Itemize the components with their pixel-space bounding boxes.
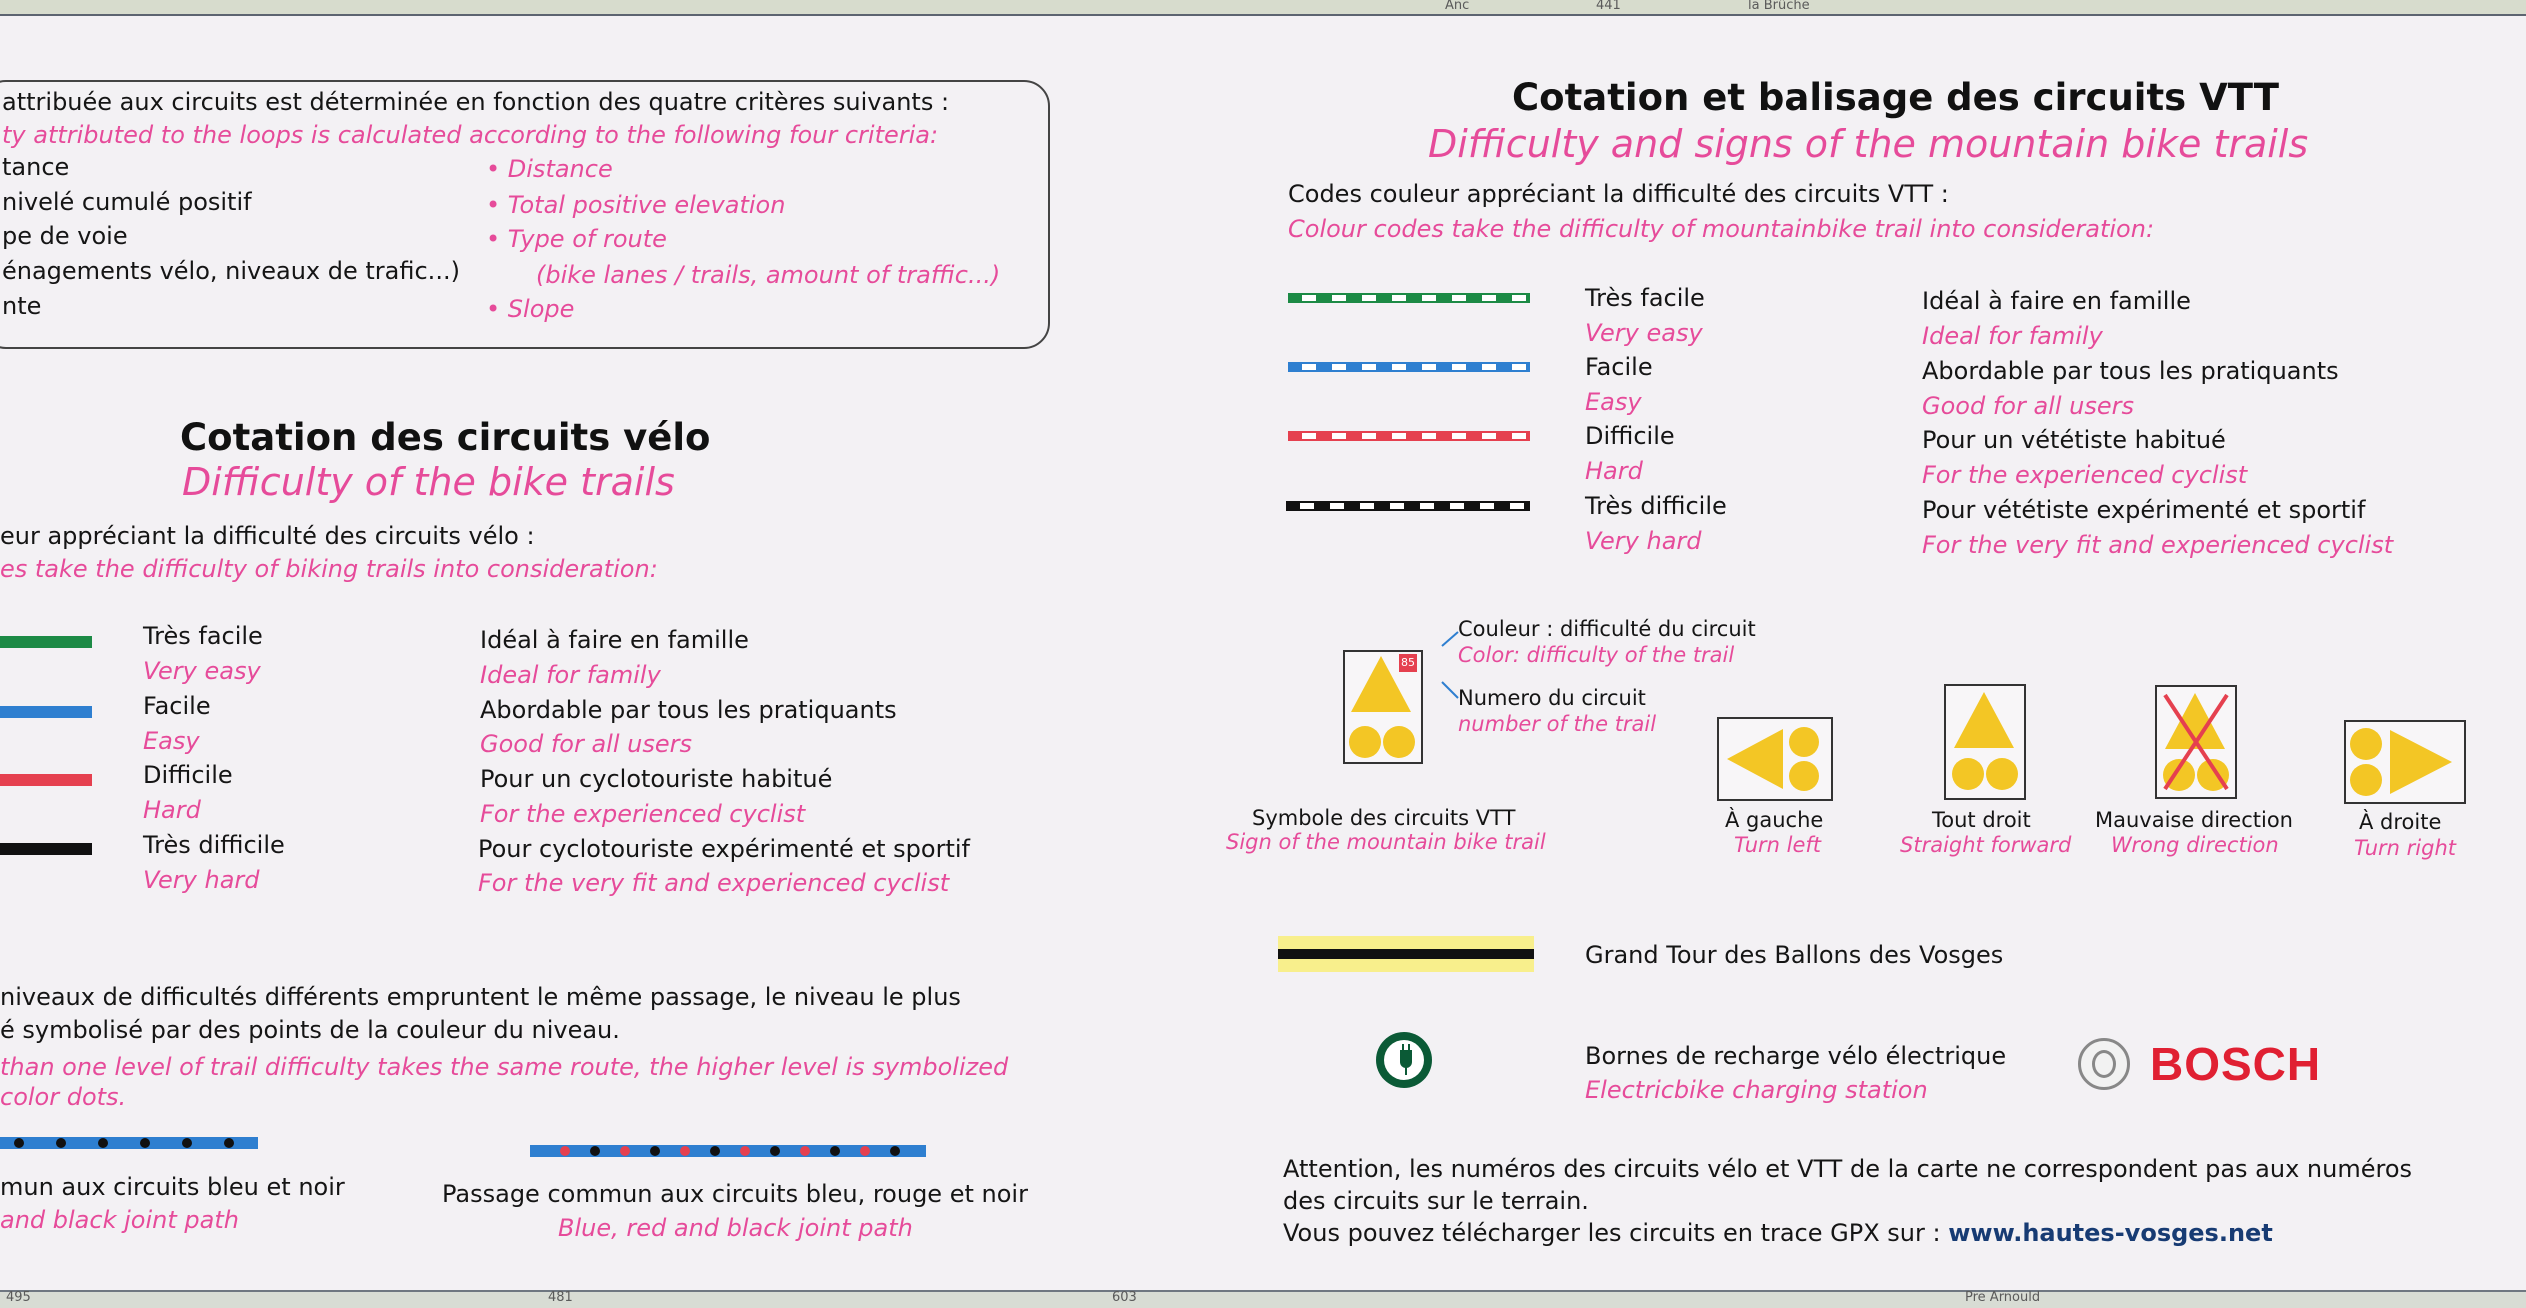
line-dash bbox=[1450, 503, 1464, 509]
map-label: Anc bbox=[1445, 0, 1470, 13]
turn-left-en: Turn left bbox=[1734, 833, 1822, 857]
grand-tour-label: Grand Tour des Ballons des Vosges bbox=[1585, 941, 2004, 969]
joint-dot bbox=[182, 1138, 192, 1148]
line-dash bbox=[1330, 503, 1344, 509]
trail-number-badge: 85 bbox=[1399, 654, 1417, 672]
vtt-desc-en: Ideal for family bbox=[1922, 322, 2103, 350]
symbol-caption-en: Sign of the mountain bike trail bbox=[1226, 830, 1546, 854]
map-label: Pre Arnould bbox=[1965, 1290, 2041, 1305]
line-dash bbox=[1512, 295, 1526, 301]
wrong-direction-en: Wrong direction bbox=[2111, 833, 2279, 857]
line-dash bbox=[1512, 364, 1526, 370]
vtt-desc-en: For the very fit and experienced cyclist bbox=[1922, 531, 2394, 559]
circle-icon bbox=[1789, 761, 1819, 791]
criteria-intro-fr: attribuée aux circuits est déterminée en fonction des quatre critères suivants : bbox=[2, 88, 950, 116]
joint-dot bbox=[56, 1138, 66, 1148]
vtt-desc-fr: Pour vététiste expérimenté et sportif bbox=[1922, 496, 2366, 524]
vtt-level-fr: Facile bbox=[1585, 353, 1653, 381]
bike-desc-fr: Idéal à faire en famille bbox=[480, 626, 749, 654]
criteria-intro-en: ty attributed to the loops is calculated according to the following four criteria: bbox=[2, 121, 939, 149]
criteria-fr-item: pe de voie bbox=[2, 222, 128, 250]
line-dash bbox=[1392, 364, 1406, 370]
attention-gpx-text: Vous pouvez télécharger les circuits en trace GPX sur : bbox=[1283, 1219, 1941, 1247]
map-edge-bottom bbox=[0, 1290, 2526, 1308]
vtt-level-en: Very hard bbox=[1585, 527, 1702, 555]
joint-dot bbox=[800, 1146, 810, 1156]
attention-line: des circuits sur le terrain. bbox=[1283, 1187, 1589, 1215]
vtt-line-green bbox=[1288, 293, 1530, 303]
line-dash bbox=[1332, 295, 1346, 301]
line-dash bbox=[1362, 433, 1376, 439]
bike-note-en: than one level of trail difficulty takes the same route, the higher level is symbolized bbox=[0, 1053, 1009, 1081]
mtb-trail-sign bbox=[1343, 650, 1423, 764]
joint-line-blue-red-black bbox=[530, 1145, 926, 1157]
bike-level-fr: Difficile bbox=[143, 761, 233, 789]
vtt-level-en: Very easy bbox=[1585, 319, 1703, 347]
vtt-codes-fr: Codes couleur appréciant la difficulté des circuits VTT : bbox=[1288, 180, 1949, 208]
symbol-caption-fr: Symbole des circuits VTT bbox=[1252, 806, 1516, 830]
straight-fr: Tout droit bbox=[1932, 808, 2031, 832]
arrow-right-icon bbox=[2390, 730, 2452, 794]
bosch-logo: BOSCH bbox=[2150, 1038, 2322, 1090]
criteria-en-item: • Slope bbox=[486, 295, 575, 323]
line-dash bbox=[1512, 433, 1526, 439]
charging-en: Electricbike charging station bbox=[1585, 1076, 1928, 1104]
line-dash bbox=[1480, 503, 1494, 509]
vtt-level-en: Easy bbox=[1585, 388, 1642, 416]
joint-dot bbox=[770, 1146, 780, 1156]
joint-dot bbox=[620, 1146, 630, 1156]
cross-icon bbox=[2157, 687, 2235, 797]
line-dash bbox=[1422, 364, 1436, 370]
bike-desc-en: For the experienced cyclist bbox=[480, 800, 806, 828]
straight-sign bbox=[1944, 684, 2026, 800]
joint-dot bbox=[890, 1146, 900, 1156]
map-label: 495 bbox=[6, 1290, 31, 1305]
line-dash bbox=[1302, 295, 1316, 301]
bike-desc-en: For the very fit and experienced cyclist bbox=[478, 869, 950, 897]
joint1-en: and black joint path bbox=[0, 1206, 239, 1234]
bike-title: Cotation des circuits vélo bbox=[180, 416, 711, 459]
line-dash bbox=[1362, 295, 1376, 301]
bike-desc-en: Ideal for family bbox=[480, 661, 661, 689]
joint-dot bbox=[680, 1146, 690, 1156]
line-dash bbox=[1452, 295, 1466, 301]
joint-dot bbox=[98, 1138, 108, 1148]
number-callout-fr: Numero du circuit bbox=[1458, 686, 1646, 710]
line-dash bbox=[1300, 503, 1314, 509]
joint2-fr: Passage commun aux circuits bleu, rouge et noir bbox=[442, 1180, 1028, 1208]
arrow-up-icon bbox=[1954, 692, 2014, 748]
map-edge-top bbox=[0, 0, 2526, 16]
vtt-line-black bbox=[1286, 501, 1530, 511]
criteria-fr-item: nivelé cumulé positif bbox=[2, 188, 252, 216]
callout-line bbox=[1442, 682, 1458, 698]
turn-left-fr: À gauche bbox=[1725, 808, 1824, 832]
line-dash bbox=[1332, 433, 1346, 439]
bike-desc-fr: Pour cyclotouriste expérimenté et sportif bbox=[478, 835, 970, 863]
color-callout-en: Color: difficulty of the trail bbox=[1458, 643, 1735, 667]
turn-right-fr: À droite bbox=[2359, 810, 2442, 834]
bike-desc-fr: Pour un cyclotouriste habitué bbox=[480, 765, 833, 793]
joint-dot bbox=[14, 1138, 24, 1148]
callout-line bbox=[1442, 632, 1458, 646]
bike-level-en: Very easy bbox=[143, 657, 261, 685]
vtt-level-fr: Très facile bbox=[1585, 284, 1705, 312]
bike-level-en: Hard bbox=[143, 796, 201, 824]
vtt-level-fr: Difficile bbox=[1585, 422, 1675, 450]
wrong-direction-sign bbox=[2155, 685, 2237, 799]
line-dash bbox=[1422, 295, 1436, 301]
number-callout-en: number of the trail bbox=[1458, 712, 1657, 736]
turn-right-en: Turn right bbox=[2354, 836, 2456, 860]
line-dash bbox=[1420, 503, 1434, 509]
line-dash bbox=[1482, 433, 1496, 439]
line-dash bbox=[1390, 503, 1404, 509]
criteria-en-item: (bike lanes / trails, amount of traffic...) bbox=[536, 261, 1001, 289]
turn-left-sign bbox=[1717, 717, 1833, 801]
line-dash bbox=[1482, 364, 1496, 370]
bike-level-fr: Facile bbox=[143, 692, 211, 720]
vtt-title: Cotation et balisage des circuits VTT bbox=[1512, 76, 2280, 119]
line-dash bbox=[1302, 433, 1316, 439]
criteria-fr-item: nte bbox=[2, 292, 42, 320]
joint-dot bbox=[224, 1138, 234, 1148]
bike-line-red bbox=[0, 774, 92, 786]
line-dash bbox=[1362, 364, 1376, 370]
charging-plug-icon bbox=[1376, 1032, 1432, 1088]
vtt-codes-en: Colour codes take the difficulty of mountainbike trail into consideration: bbox=[1288, 215, 2155, 243]
joint-dot bbox=[650, 1146, 660, 1156]
bike-subtitle: Difficulty of the bike trails bbox=[182, 460, 675, 504]
bike-desc-fr: Abordable par tous les pratiquants bbox=[480, 696, 897, 724]
vtt-desc-en: Good for all users bbox=[1922, 392, 2134, 420]
joint-dot bbox=[740, 1146, 750, 1156]
bike-desc-en: Good for all users bbox=[480, 730, 692, 758]
bike-level-en: Easy bbox=[143, 727, 200, 755]
arrow-left-icon bbox=[1727, 729, 1783, 789]
bike-level-en: Very hard bbox=[143, 866, 260, 894]
vtt-desc-fr: Idéal à faire en famille bbox=[1922, 287, 2191, 315]
joint2-en: Blue, red and black joint path bbox=[558, 1214, 913, 1242]
bike-level-fr: Très difficile bbox=[143, 831, 285, 859]
vtt-line-blue bbox=[1288, 362, 1530, 372]
joint-dot bbox=[860, 1146, 870, 1156]
circle-icon bbox=[2350, 764, 2382, 796]
line-dash bbox=[1392, 295, 1406, 301]
attention-line bbox=[1283, 1219, 2273, 1247]
bike-codes-fr: eur appréciant la difficulté des circuits vélo : bbox=[0, 522, 535, 550]
circle-icon bbox=[1952, 758, 1984, 790]
line-dash bbox=[1452, 433, 1466, 439]
bike-line-green bbox=[0, 636, 92, 648]
joint-dot bbox=[710, 1146, 720, 1156]
line-dash bbox=[1452, 364, 1466, 370]
joint1-fr: mun aux circuits bleu et noir bbox=[0, 1173, 345, 1201]
attention-line: Attention, les numéros des circuits vélo et VTT de la carte ne correspondent pas aux numéros bbox=[1283, 1155, 2413, 1183]
map-label: 603 bbox=[1112, 1290, 1137, 1305]
map-label: 441 bbox=[1596, 0, 1621, 13]
vtt-desc-fr: Pour un vététiste habitué bbox=[1922, 426, 2226, 454]
charging-fr: Bornes de recharge vélo électrique bbox=[1585, 1042, 2007, 1070]
bike-note-en: color dots. bbox=[0, 1083, 127, 1111]
circle-icon bbox=[1349, 726, 1381, 758]
vtt-level-fr: Très difficile bbox=[1585, 492, 1727, 520]
vtt-subtitle: Difficulty and signs of the mountain bike trails bbox=[1428, 122, 2309, 166]
criteria-fr-item: tance bbox=[2, 153, 70, 181]
line-dash bbox=[1360, 503, 1374, 509]
vtt-desc-en: For the experienced cyclist bbox=[1922, 461, 2248, 489]
grand-tour-line bbox=[1278, 936, 1534, 972]
map-label: 481 bbox=[548, 1290, 573, 1305]
turn-right-sign bbox=[2344, 720, 2466, 804]
bike-note-fr: é symbolisé par des points de la couleur du niveau. bbox=[0, 1016, 620, 1044]
map-label: la Brûche bbox=[1748, 0, 1810, 13]
bike-line-black bbox=[0, 843, 92, 855]
color-callout-fr: Couleur : difficulté du circuit bbox=[1458, 617, 1756, 641]
vtt-level-en: Hard bbox=[1585, 457, 1643, 485]
circle-icon bbox=[2350, 728, 2382, 760]
joint-dot bbox=[590, 1146, 600, 1156]
line-dash bbox=[1392, 433, 1406, 439]
vtt-desc-fr: Abordable par tous les pratiquants bbox=[1922, 357, 2339, 385]
line-dash bbox=[1422, 433, 1436, 439]
bike-line-blue bbox=[0, 706, 92, 718]
circle-icon bbox=[1789, 727, 1819, 757]
joint-dot bbox=[830, 1146, 840, 1156]
criteria-en-item: • Total positive elevation bbox=[486, 191, 786, 219]
bosch-armature-icon bbox=[2078, 1038, 2130, 1090]
grand-tour-core bbox=[1278, 949, 1534, 959]
circle-icon bbox=[1383, 726, 1415, 758]
line-dash bbox=[1482, 295, 1496, 301]
vtt-line-red bbox=[1288, 431, 1530, 441]
joint-line-blue-black bbox=[0, 1137, 258, 1149]
straight-en: Straight forward bbox=[1900, 833, 2072, 857]
circle-icon bbox=[1986, 758, 2018, 790]
line-dash bbox=[1302, 364, 1316, 370]
wrong-direction-fr: Mauvaise direction bbox=[2095, 808, 2293, 832]
bike-level-fr: Très facile bbox=[143, 622, 263, 650]
criteria-en-item: • Type of route bbox=[486, 225, 667, 253]
criteria-en-item: • Distance bbox=[486, 155, 613, 183]
bike-note-fr: niveaux de difficultés différents empruntent le même passage, le niveau le plus bbox=[0, 983, 961, 1011]
joint-dot bbox=[560, 1146, 570, 1156]
joint-dot bbox=[140, 1138, 150, 1148]
criteria-fr-item: énagements vélo, niveaux de trafic...) bbox=[2, 257, 460, 285]
line-dash bbox=[1332, 364, 1346, 370]
website-link[interactable]: www.hautes-vosges.net bbox=[1948, 1219, 2273, 1247]
line-dash bbox=[1510, 503, 1524, 509]
bike-codes-en: es take the difficulty of biking trails into consideration: bbox=[0, 555, 658, 583]
